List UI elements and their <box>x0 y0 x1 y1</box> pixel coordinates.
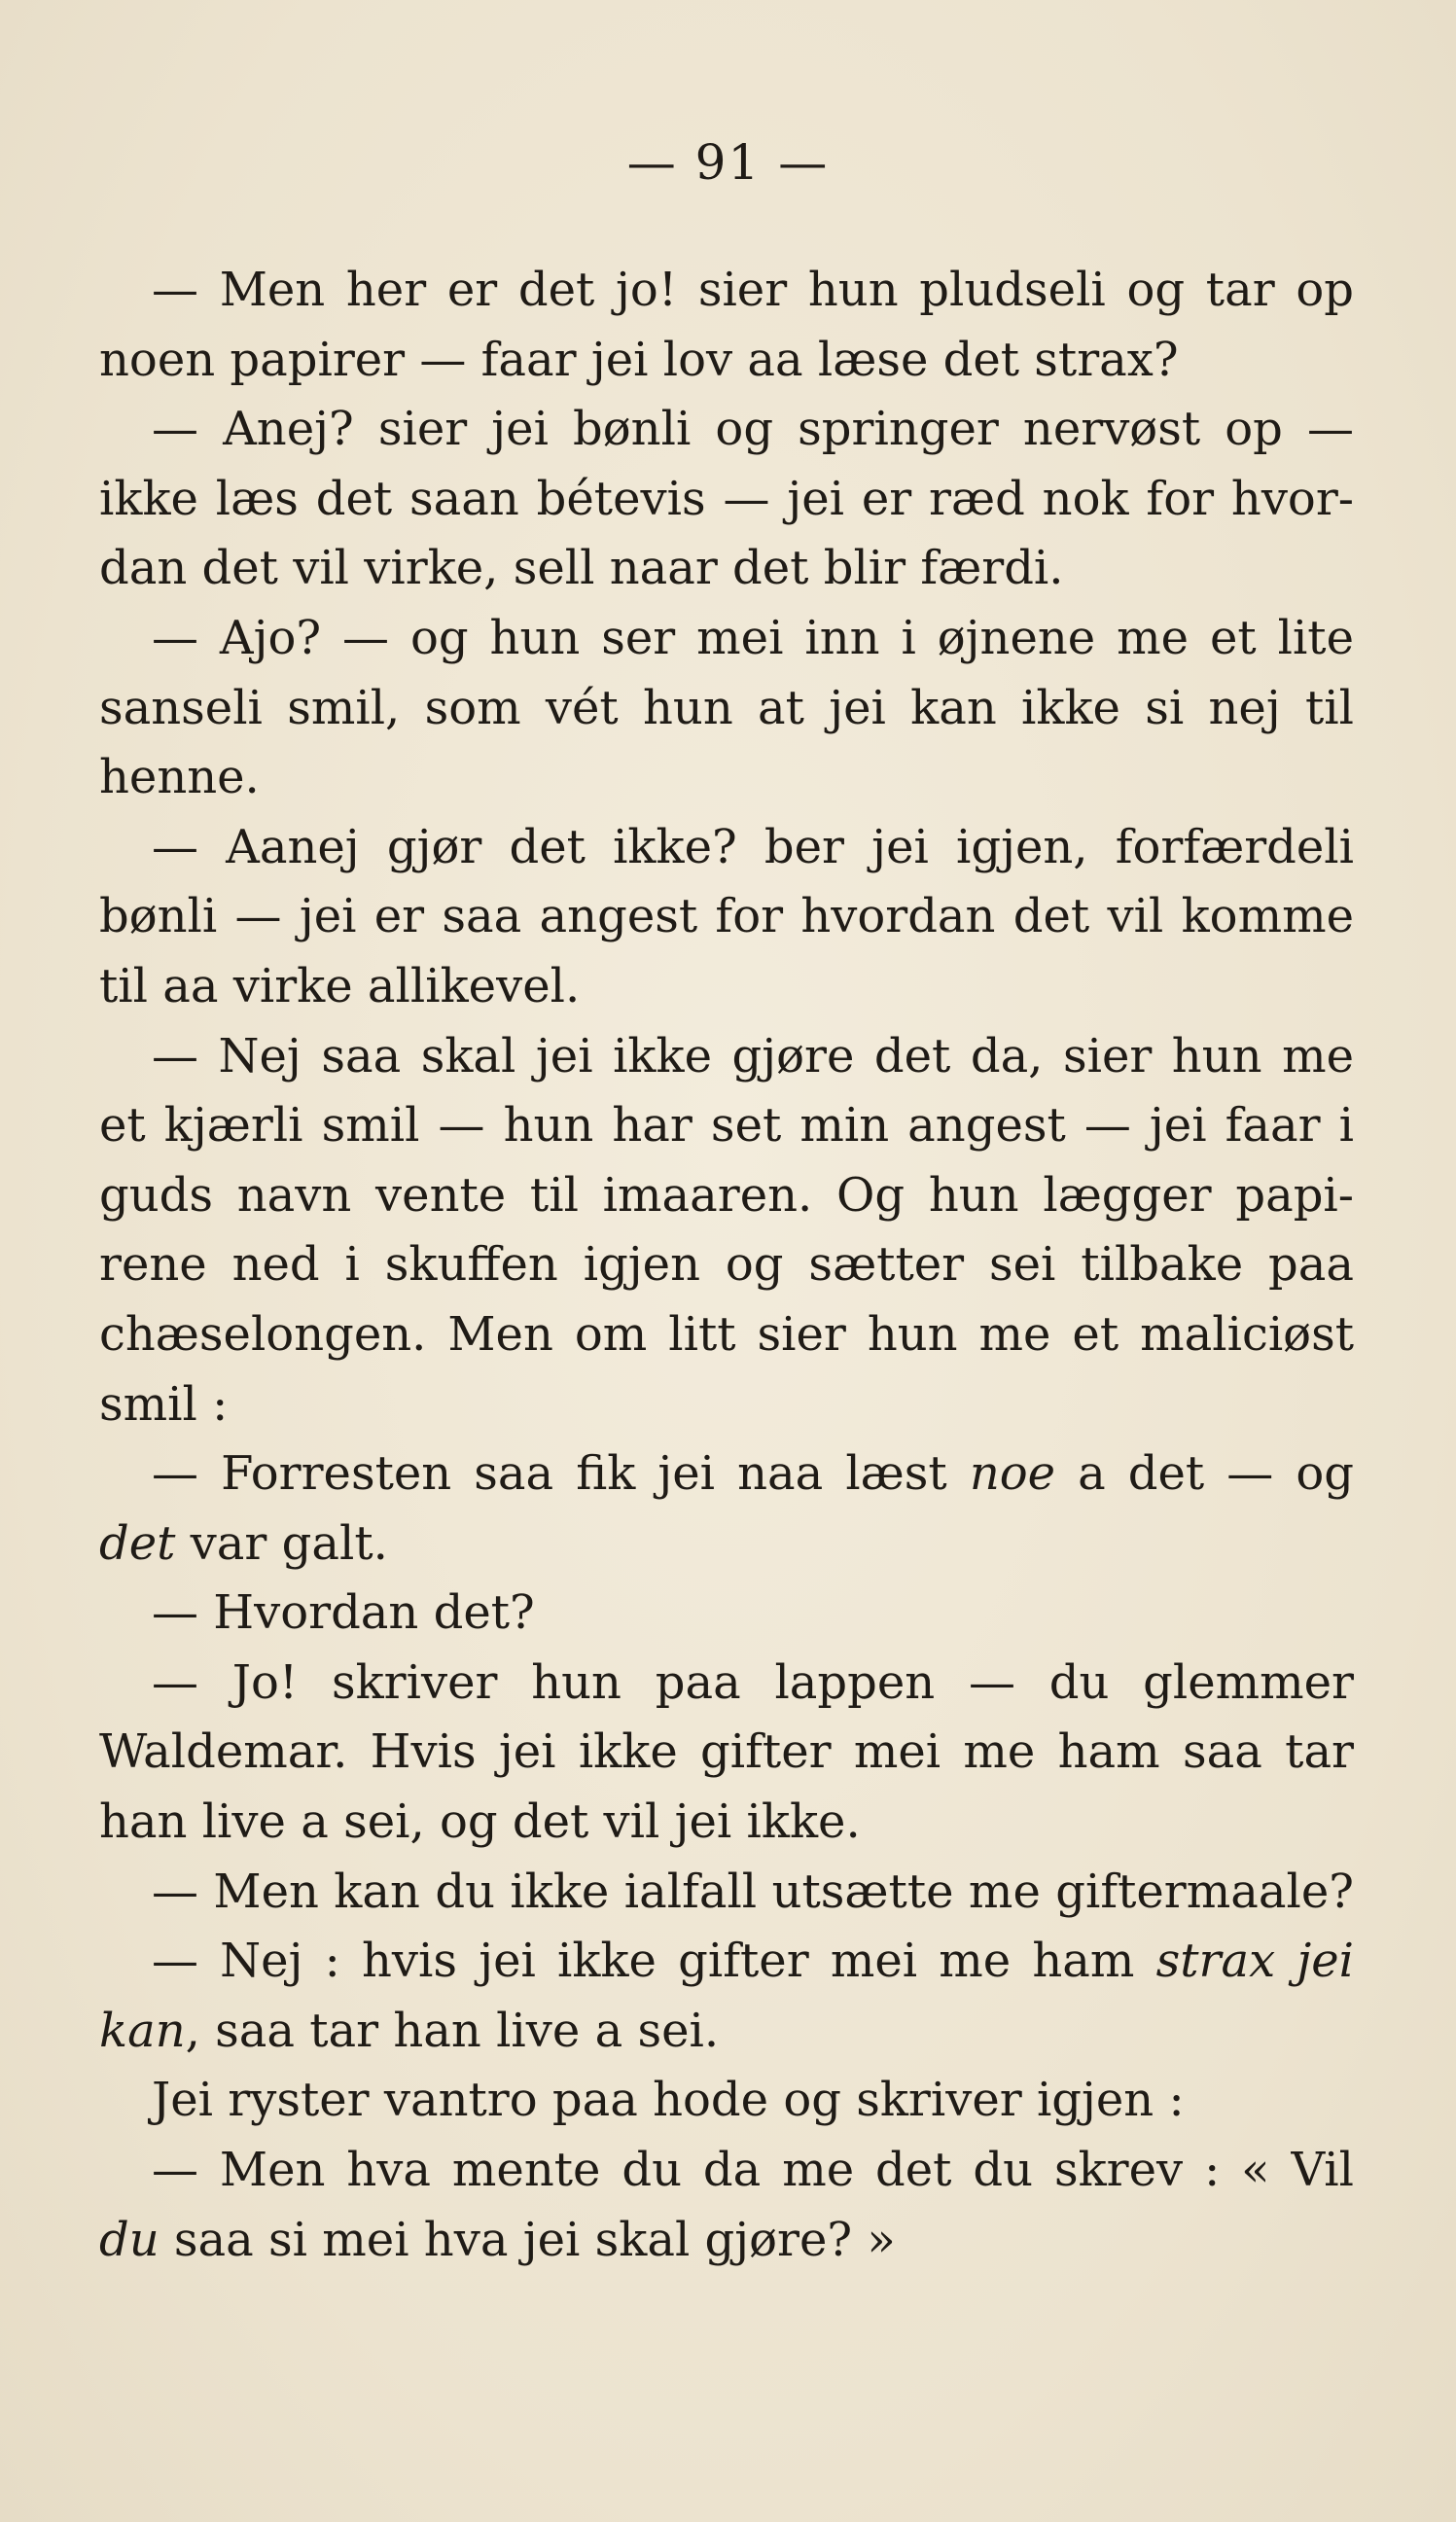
line-text: rene ned i skuffen igjen og sætter sei tilbake paa <box>99 1237 1354 1293</box>
line-text: — Nej saa skal jei ikke gjøre det da, sier hun me <box>152 1028 1354 1083</box>
text-line <box>99 1370 1354 1440</box>
text-line <box>99 2206 1354 2276</box>
text-line <box>99 1300 1354 1370</box>
text-line <box>99 882 1354 952</box>
text-line <box>99 1510 1354 1580</box>
line-text: henne. <box>99 750 260 805</box>
text-line <box>99 1230 1354 1300</box>
italic-text: kan <box>99 2003 186 2058</box>
line-text: — Ajo? — og hun ser mei inn i øjnene me et lite <box>152 610 1354 665</box>
line-text: smil : <box>99 1376 229 1432</box>
text-line <box>99 1718 1354 1788</box>
line-text: guds navn vente til imaaren. Og hun lægger papi- <box>99 1167 1354 1223</box>
text-line <box>99 1439 1354 1510</box>
text-line <box>99 1161 1354 1231</box>
text-line <box>99 534 1354 604</box>
text-line <box>99 395 1354 465</box>
line-text: et kjærli smil — hun har set min angest — jei faar i <box>99 1098 1354 1154</box>
line-text: sanseli smil, som vét hun at jei kan ikke si nej til <box>99 680 1354 735</box>
text-line <box>99 743 1354 813</box>
text-line <box>99 1091 1354 1161</box>
italic-text: det <box>99 1515 176 1571</box>
italic-text: strax jei <box>1155 1934 1355 1989</box>
line-text: — Men hva mente du da me det du skrev : « Vil <box>152 2143 1354 2198</box>
text-line <box>99 1858 1354 1928</box>
text-line <box>99 465 1354 535</box>
line-text: han live a sei, og det vil jei ikke. <box>99 1794 861 1850</box>
line-text: — Nej : hvis jei ikke gifter mei me ham <box>152 1934 1156 1989</box>
line-text: til aa virke allikevel. <box>99 958 581 1013</box>
text-line <box>99 326 1354 396</box>
text-line <box>99 604 1354 674</box>
line-text: — Jo! skriver hun paa lappen — du glemmer <box>152 1654 1354 1710</box>
text-line <box>99 1997 1354 2067</box>
line-text: chæselongen. Men om litt sier hun me et maliciøst <box>99 1306 1354 1362</box>
line-text: — Aanej gjør det ikke? ber jei igjen, forfærdeli <box>152 819 1354 874</box>
text-line <box>99 2136 1354 2206</box>
text-line <box>99 2066 1354 2136</box>
line-text: — Anej? sier jei bønli og springer nervøst op — <box>152 402 1354 457</box>
line-text: ikke læs det saan bétevis — jei er ræd nok for hvor- <box>99 471 1354 526</box>
body-text <box>99 256 1354 2275</box>
line-text: Jei ryster vantro paa hode og skriver igjen : <box>152 2073 1185 2128</box>
text-line <box>99 256 1354 326</box>
line-text: — Forresten saa fik jei naa læst <box>152 1446 970 1502</box>
text-line <box>99 813 1354 883</box>
page-number: — 91 — <box>626 134 830 191</box>
line-text: — Men her er det jo! sier hun pludseli og tar op <box>152 263 1354 317</box>
line-text: bønli — jei er saa angest for hvordan det vil komme <box>99 889 1354 944</box>
line-text-tail: , saa tar han live a sei. <box>185 2003 720 2058</box>
text-line <box>99 1579 1354 1649</box>
italic-text: du <box>99 2212 160 2267</box>
line-text: dan det vil virke, sell naar det blir færdi. <box>99 541 1064 596</box>
text-line <box>99 1649 1354 1719</box>
text-line <box>99 1788 1354 1858</box>
text-line <box>99 674 1354 744</box>
line-text: — Hvordan det? <box>152 1585 535 1641</box>
line-text: Waldemar. Hvis jei ikke gifter mei me ham saa tar <box>99 1724 1354 1780</box>
line-text-tail: saa si mei hva jei skal gjøre? » <box>159 2212 896 2267</box>
text-line <box>99 1927 1354 1997</box>
line-text-tail: var galt. <box>175 1515 388 1571</box>
text-line <box>99 952 1354 1022</box>
line-text: — Men kan du ikke ialfall utsætte me giftermaale? <box>152 1864 1354 1919</box>
text-line <box>99 1022 1354 1092</box>
line-text-tail: a det — og <box>1055 1446 1354 1502</box>
italic-text: noe <box>969 1446 1056 1502</box>
line-text: noen papirer — faar jei lov aa læse det strax? <box>99 332 1179 387</box>
